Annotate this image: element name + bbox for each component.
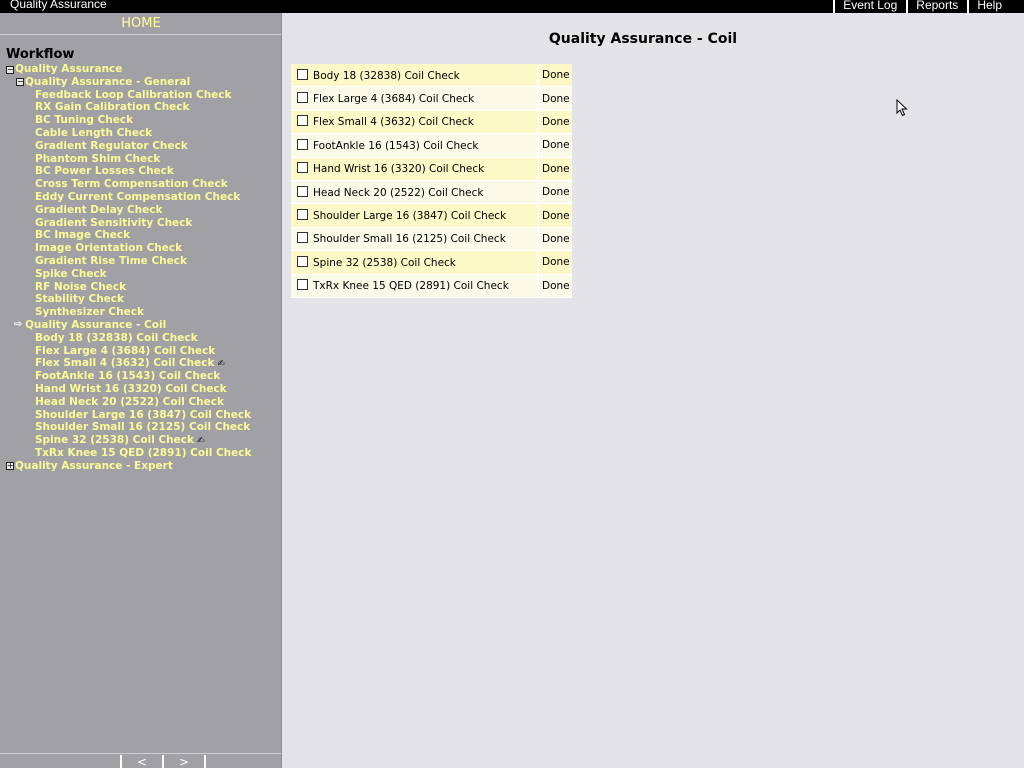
tree-item-label[interactable]: Head Neck 20 (2522) Coil Check <box>35 395 224 408</box>
check-cell <box>291 180 538 203</box>
tree-item-label[interactable]: Synthesizer Check <box>35 306 144 319</box>
status-cell: Done <box>538 110 572 133</box>
tree-item-general[interactable] <box>0 293 282 306</box>
tree-item-label[interactable]: Shoulder Small 16 (2125) Coil Check <box>35 421 251 434</box>
top-nav <box>833 0 1024 13</box>
check-name: Head Neck 20 (2522) Coil Check <box>313 186 484 199</box>
check-name: TxRx Knee 15 QED (2891) Coil Check <box>313 280 509 293</box>
edit-icon: ✍ <box>217 359 226 370</box>
tree-item-general[interactable] <box>0 242 282 255</box>
check-cell <box>291 274 538 297</box>
tree-item-general[interactable] <box>0 127 282 140</box>
tree-item-general[interactable] <box>0 140 282 153</box>
check-cell <box>291 204 538 227</box>
check-name: FootAnkle 16 (1543) Coil Check <box>313 139 479 152</box>
workflow-tree <box>0 63 282 473</box>
check-checkbox[interactable] <box>297 162 308 173</box>
tree-item-general[interactable] <box>0 306 282 319</box>
table-row <box>291 87 572 110</box>
tree-item-label[interactable]: Hand Wrist 16 (3320) Coil Check <box>35 382 227 395</box>
tree-label[interactable]: Quality Assurance - Expert <box>15 459 173 472</box>
tree-item-coil[interactable] <box>0 357 282 370</box>
check-cell <box>291 87 538 110</box>
coil-check-table <box>291 64 572 298</box>
tree-item-label[interactable]: Gradient Rise Time Check <box>35 254 187 267</box>
collapse-icon[interactable]: − <box>17 77 24 87</box>
check-name: Shoulder Large 16 (3847) Coil Check <box>313 210 507 223</box>
check-checkbox[interactable] <box>297 186 308 197</box>
tree-item-general[interactable] <box>0 114 282 127</box>
tree-item-label[interactable]: Image Orientation Check <box>35 242 183 255</box>
tree-item-label[interactable]: Shoulder Large 16 (3847) Coil Check <box>35 408 252 421</box>
prev-button[interactable]: < <box>120 755 162 768</box>
expand-icon[interactable]: + <box>7 461 14 471</box>
tree-item-label[interactable]: Gradient Sensitivity Check <box>35 216 193 229</box>
top-bar <box>0 0 1024 13</box>
tree-item-coil[interactable] <box>0 409 282 422</box>
help-link[interactable]: Help <box>967 0 1024 13</box>
divider <box>0 34 282 35</box>
check-cell <box>291 64 538 87</box>
tree-item-general[interactable] <box>0 191 282 204</box>
check-checkbox[interactable] <box>297 256 308 267</box>
check-name: Flex Small 4 (3632) Coil Check <box>313 116 474 129</box>
check-checkbox[interactable] <box>297 139 308 150</box>
status-cell: Done <box>538 274 572 297</box>
check-name: Spine 32 (2538) Coil Check <box>313 256 456 269</box>
tree-label[interactable]: Quality Assurance - General <box>25 75 191 88</box>
event-log-link[interactable]: Event Log <box>833 0 906 13</box>
tree-item-label[interactable]: Eddy Current Compensation Check <box>35 190 241 203</box>
check-cell <box>291 110 538 133</box>
sidebar <box>0 13 282 768</box>
check-name: Body 18 (32838) Coil Check <box>313 69 460 82</box>
status-cell: Done <box>538 204 572 227</box>
table-row <box>291 180 572 203</box>
tree-item-general[interactable] <box>0 89 282 102</box>
tree-item-label[interactable]: Cable Length Check <box>35 126 153 139</box>
tree-item-coil[interactable] <box>0 396 282 409</box>
check-checkbox[interactable] <box>297 279 308 290</box>
tree-item-coil[interactable] <box>0 370 282 383</box>
next-button[interactable]: > <box>162 755 206 768</box>
status-cell: Done <box>538 134 572 157</box>
table-row <box>291 64 572 87</box>
tree-item-general[interactable] <box>0 255 282 268</box>
table-row <box>291 134 572 157</box>
table-row <box>291 251 572 274</box>
tree-item-label[interactable]: Stability Check <box>35 293 125 306</box>
tree-item-label[interactable]: Cross Term Compensation Check <box>35 178 228 191</box>
tree-item-coil[interactable] <box>0 421 282 434</box>
sidebar-pager <box>0 753 282 768</box>
check-name: Shoulder Small 16 (2125) Coil Check <box>313 233 506 246</box>
mouse-pointer-icon <box>896 99 908 117</box>
home-link[interactable]: HOME <box>121 16 161 31</box>
tree-item-label[interactable]: RF Noise Check <box>35 280 127 293</box>
tree-item-general[interactable] <box>0 101 282 114</box>
tree-item-coil[interactable] <box>0 447 282 460</box>
current-arrow-icon: ⇨ <box>14 318 23 330</box>
workflow-heading: Workflow <box>6 47 75 62</box>
tree-item-label[interactable]: Gradient Regulator Check <box>35 139 188 152</box>
tree-item-label[interactable]: BC Tuning Check <box>35 114 134 127</box>
status-cell: Done <box>538 180 572 203</box>
tree-item-label[interactable]: Gradient Delay Check <box>35 203 163 216</box>
table-row <box>291 157 572 180</box>
check-checkbox[interactable] <box>297 115 308 126</box>
table-row <box>291 227 572 250</box>
tree-item-general[interactable] <box>0 165 282 178</box>
app-title: Quality Assurance <box>10 0 107 11</box>
table-row <box>291 274 572 297</box>
tree-item-coil[interactable] <box>0 332 282 345</box>
tree-item-label[interactable]: FootAnkle 16 (1543) Coil Check <box>35 370 221 383</box>
edit-icon: ✍ <box>196 436 205 447</box>
tree-item-label[interactable]: Phantom Shim Check <box>35 152 161 165</box>
tree-item-general[interactable] <box>0 153 282 166</box>
tree-item-coil[interactable] <box>0 383 282 396</box>
table-row <box>291 204 572 227</box>
check-cell <box>291 251 538 274</box>
tree-item-general[interactable] <box>0 217 282 230</box>
check-cell <box>291 134 538 157</box>
tree-node-quality-assurance <box>0 63 282 76</box>
status-cell: Done <box>538 64 572 87</box>
check-name: Flex Large 4 (3684) Coil Check <box>313 93 475 106</box>
tree-item-label[interactable]: Spike Check <box>35 267 107 280</box>
tree-item-label[interactable]: Flex Small 4 (3632) Coil Check <box>35 357 215 370</box>
collapse-icon[interactable]: − <box>7 64 14 74</box>
check-name: Hand Wrist 16 (3320) Coil Check <box>313 163 485 176</box>
check-checkbox[interactable] <box>297 209 308 220</box>
tree-item-label[interactable]: BC Image Check <box>35 229 131 242</box>
tree-item-general[interactable] <box>0 229 282 242</box>
tree-item-label[interactable]: Flex Large 4 (3684) Coil Check <box>35 344 216 357</box>
tree-node-qa-expert <box>0 460 282 473</box>
status-cell: Done <box>538 87 572 110</box>
check-checkbox[interactable] <box>297 92 308 103</box>
tree-item-coil[interactable] <box>0 434 282 447</box>
tree-item-label[interactable]: Body 18 (32838) Coil Check <box>35 331 198 344</box>
reports-link[interactable]: Reports <box>906 0 967 13</box>
tree-item-label[interactable]: Feedback Loop Calibration Check <box>35 88 232 101</box>
tree-item-label[interactable]: BC Power Losses Check <box>35 165 174 178</box>
tree-item-general[interactable] <box>0 268 282 281</box>
page-title: Quality Assurance - Coil <box>548 31 738 47</box>
tree-node-qa-coil <box>0 319 282 332</box>
tree-label[interactable]: Quality Assurance <box>15 63 123 75</box>
tree-item-general[interactable] <box>0 204 282 217</box>
status-cell: Done <box>538 227 572 250</box>
status-cell: Done <box>538 157 572 180</box>
status-cell: Done <box>538 251 572 274</box>
tree-item-label[interactable]: Spine 32 (2538) Coil Check <box>35 434 194 447</box>
check-cell <box>291 227 538 250</box>
tree-label[interactable]: Quality Assurance - Coil <box>25 318 167 331</box>
check-checkbox[interactable] <box>297 69 308 80</box>
tree-item-label[interactable]: RX Gain Calibration Check <box>35 101 190 114</box>
tree-item-coil[interactable] <box>0 345 282 358</box>
tree-item-label[interactable]: TxRx Knee 15 QED (2891) Coil Check <box>35 446 252 459</box>
table-row <box>291 110 572 133</box>
tree-node-qa-general <box>0 76 282 89</box>
tree-item-general[interactable] <box>0 281 282 294</box>
check-cell <box>291 157 538 180</box>
tree-item-general[interactable] <box>0 178 282 191</box>
check-checkbox[interactable] <box>297 232 308 243</box>
